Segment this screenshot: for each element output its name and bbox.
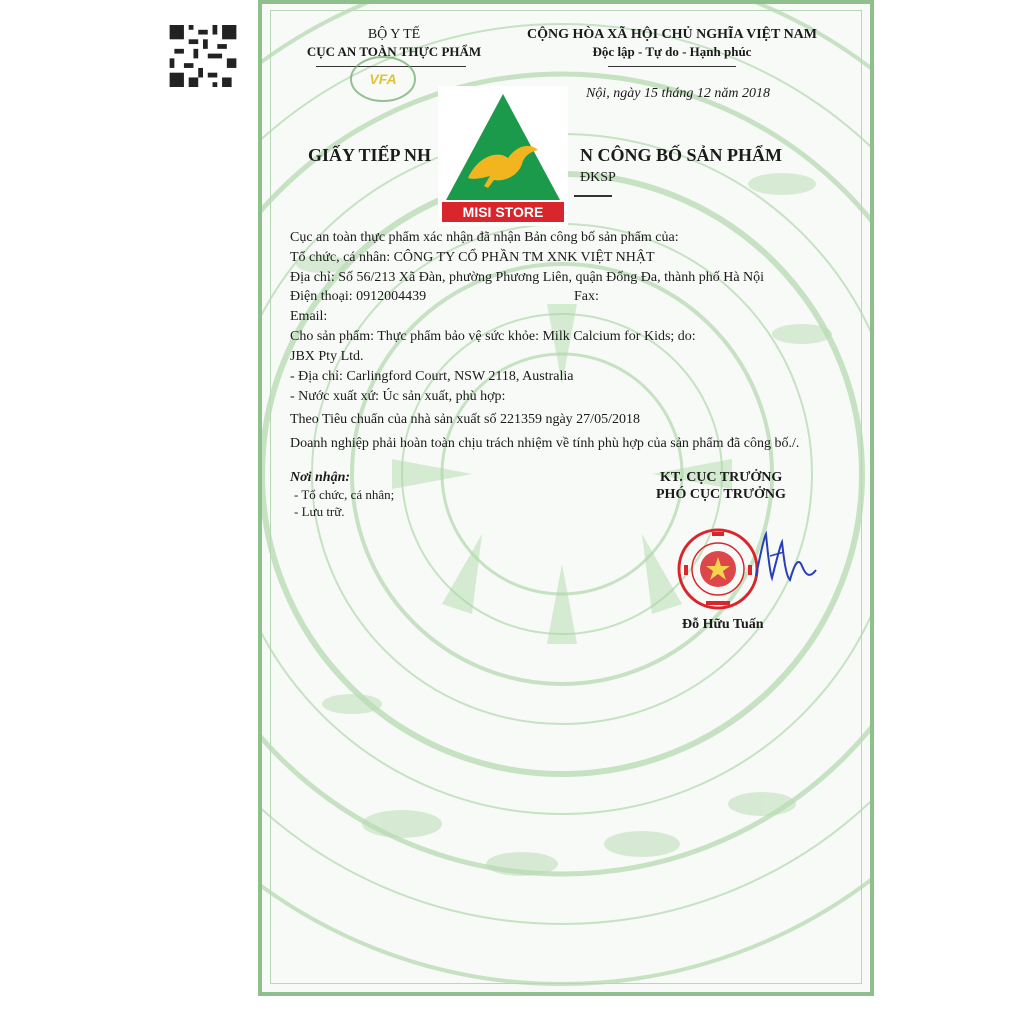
body-line-product: Cho sản phẩm: Thực phẩm bảo vệ sức khỏe: Milk Calcium for Kids; do: — [290, 329, 696, 344]
issue-date: Nội, ngày 15 tháng 12 năm 2018 — [586, 86, 770, 101]
body-line-origin: - Nước xuất xứ: Úc sản xuất, phù hợp: — [290, 389, 506, 404]
body-line-phone: Điện thoại: 0912004439 — [290, 289, 427, 304]
agency-name: CỤC AN TOÀN THỰC PHẨM — [306, 44, 482, 59]
body-line-intro: Cục an toàn thực phẩm xác nhận đã nhận Bản công bố sản phẩm của: — [290, 230, 679, 245]
vfa-logo-text: VFA — [369, 71, 397, 87]
official-seal — [676, 527, 760, 611]
country-name: CỘNG HÒA XÃ HỘI CHỦ NGHĨA VIỆT NAM — [526, 27, 817, 42]
recipient-item: - Tổ chức, cá nhân; — [294, 487, 395, 502]
body-line-organization: Tổ chức, cá nhân: CÔNG TY CỔ PHẦN TM XNK VIỆT NHẬT — [290, 250, 655, 265]
vfa-logo — [348, 54, 418, 104]
signer-role-1: KT. CỤC TRƯỞNG — [660, 470, 783, 485]
body-line-maker-address: - Địa chỉ: Carlingford Court, NSW 2118, Australia — [290, 369, 574, 384]
qr-code — [168, 25, 238, 87]
certificate — [258, 0, 874, 996]
motto: Độc lập - Tự do - Hạnh phúc — [592, 44, 752, 59]
title-right: N CÔNG BỐ SẢN PHẨM — [580, 145, 782, 165]
title-rule — [574, 195, 612, 197]
title-left: GIẤY TIẾP NH — [308, 145, 432, 165]
misi-store-watermark-logo — [438, 86, 568, 226]
body-line-fax: Fax: — [574, 289, 599, 304]
body-line-maker: JBX Pty Ltd. — [290, 349, 364, 364]
body-line-responsibility: Doanh nghiệp phải hoàn toàn chịu trách nhiệm về tính phù hợp của sản phẩm đã công bố./. — [290, 436, 800, 451]
signer-name: Đỗ Hữu Tuấn — [682, 617, 764, 632]
header-right-rule — [608, 66, 736, 67]
body-line-email: Email: — [290, 309, 328, 324]
misi-store-logo-text: MISI STORE — [462, 204, 544, 220]
body-line-standard: Theo Tiêu chuẩn của nhà sản xuất số 221359 ngày 27/05/2018 — [290, 412, 640, 427]
signer-role-2: PHÓ CỤC TRƯỞNG — [656, 487, 786, 502]
ministry-name: BỘ Y TẾ — [367, 27, 421, 42]
recipients-label: Nơi nhận: — [290, 470, 351, 485]
registration-number: ĐKSP — [580, 170, 616, 185]
header-right — [502, 26, 842, 60]
handwritten-signature — [750, 526, 822, 598]
body-line-address: Địa chỉ: Số 56/213 Xã Đàn, phường Phương Liên, quận Đống Đa, thành phố Hà Nội — [290, 270, 765, 285]
recipient-item: - Lưu trữ. — [294, 504, 345, 519]
